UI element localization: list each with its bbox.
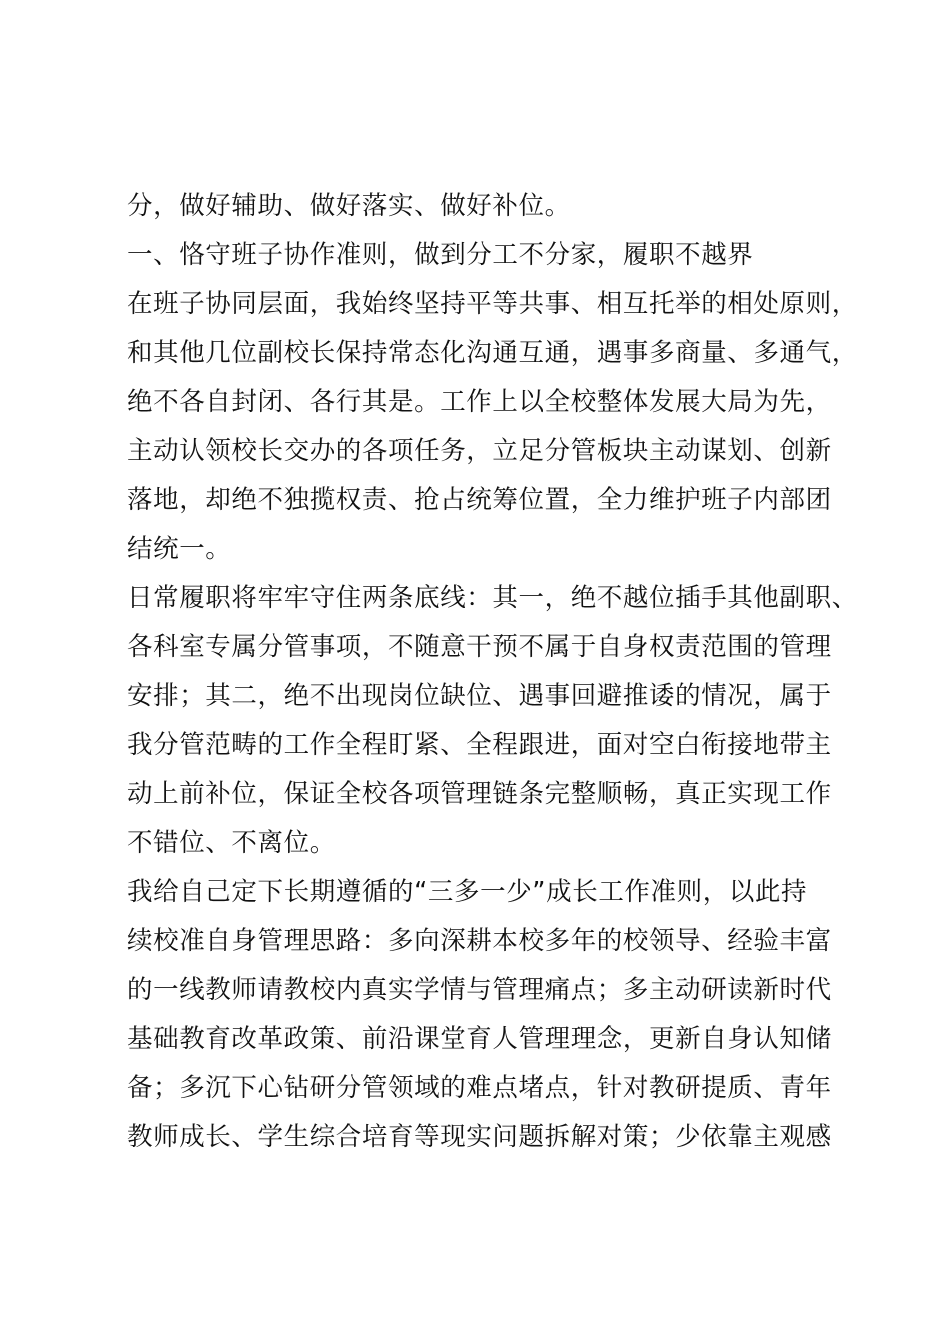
paragraph-line-14: 不错位、不离位。: [127, 828, 336, 858]
paragraph-line-11: 安排；其二，绝不出现岗位缺位、遇事回避推诿的情况，属于: [127, 681, 832, 711]
paragraph-line-4: 和其他几位副校长保持常态化沟通互通，遇事多商量、多通气，: [127, 338, 858, 368]
paragraph-line-19: 备；多沉下心钻研分管领域的难点堵点，针对教研提质、青年: [127, 1073, 832, 1103]
paragraph-line-20: 教师成长、学生综合培育等现实问题拆解对策；少依靠主观感: [127, 1122, 832, 1152]
paragraph-line-3: 在班子协同层面，我始终坚持平等共事、相互托举的相处原则，: [127, 289, 858, 319]
paragraph-line-8: 结统一。: [127, 534, 232, 564]
paragraph-line-5: 绝不各自封闭、各行其是。工作上以全校整体发展大局为先，: [127, 387, 832, 417]
paragraph-line-13: 动上前补位，保证全校各项管理链条完整顺畅，真正实现工作: [127, 779, 832, 809]
paragraph-line-6: 主动认领校长交办的各项任务，立足分管板块主动谋划、创新: [127, 436, 832, 466]
paragraph-line-16: 续校准自身管理思路：多向深耕本校多年的校领导、经验丰富: [127, 926, 832, 956]
paragraph-line-7: 落地，却绝不独揽权责、抢占统筹位置，全力维护班子内部团: [127, 485, 832, 515]
paragraph-line-18: 基础教育改革政策、前沿课堂育人管理理念，更新自身认知储: [127, 1024, 832, 1054]
paragraph-line-10: 各科室专属分管事项，不随意干预不属于自身权责范围的管理: [127, 632, 832, 662]
paragraph-line-17: 的一线教师请教校内真实学情与管理痛点；多主动研读新时代: [127, 975, 832, 1005]
paragraph-line-12: 我分管范畴的工作全程盯紧、全程跟进，面对空白衔接地带主: [127, 730, 832, 760]
paragraph-line-9: 日常履职将牢牢守住两条底线：其一，绝不越位插手其他副职、: [127, 583, 858, 613]
paragraph-line-1: 分，做好辅助、做好落实、做好补位。: [127, 191, 571, 221]
document-body: [127, 182, 858, 1162]
paragraph-line-15: 我给自己定下长期遵循的“三多一少”成长工作准则，以此持: [127, 877, 808, 907]
section-heading: 一、恪守班子协作准则，做到分工不分家，履职不越界: [127, 240, 754, 270]
